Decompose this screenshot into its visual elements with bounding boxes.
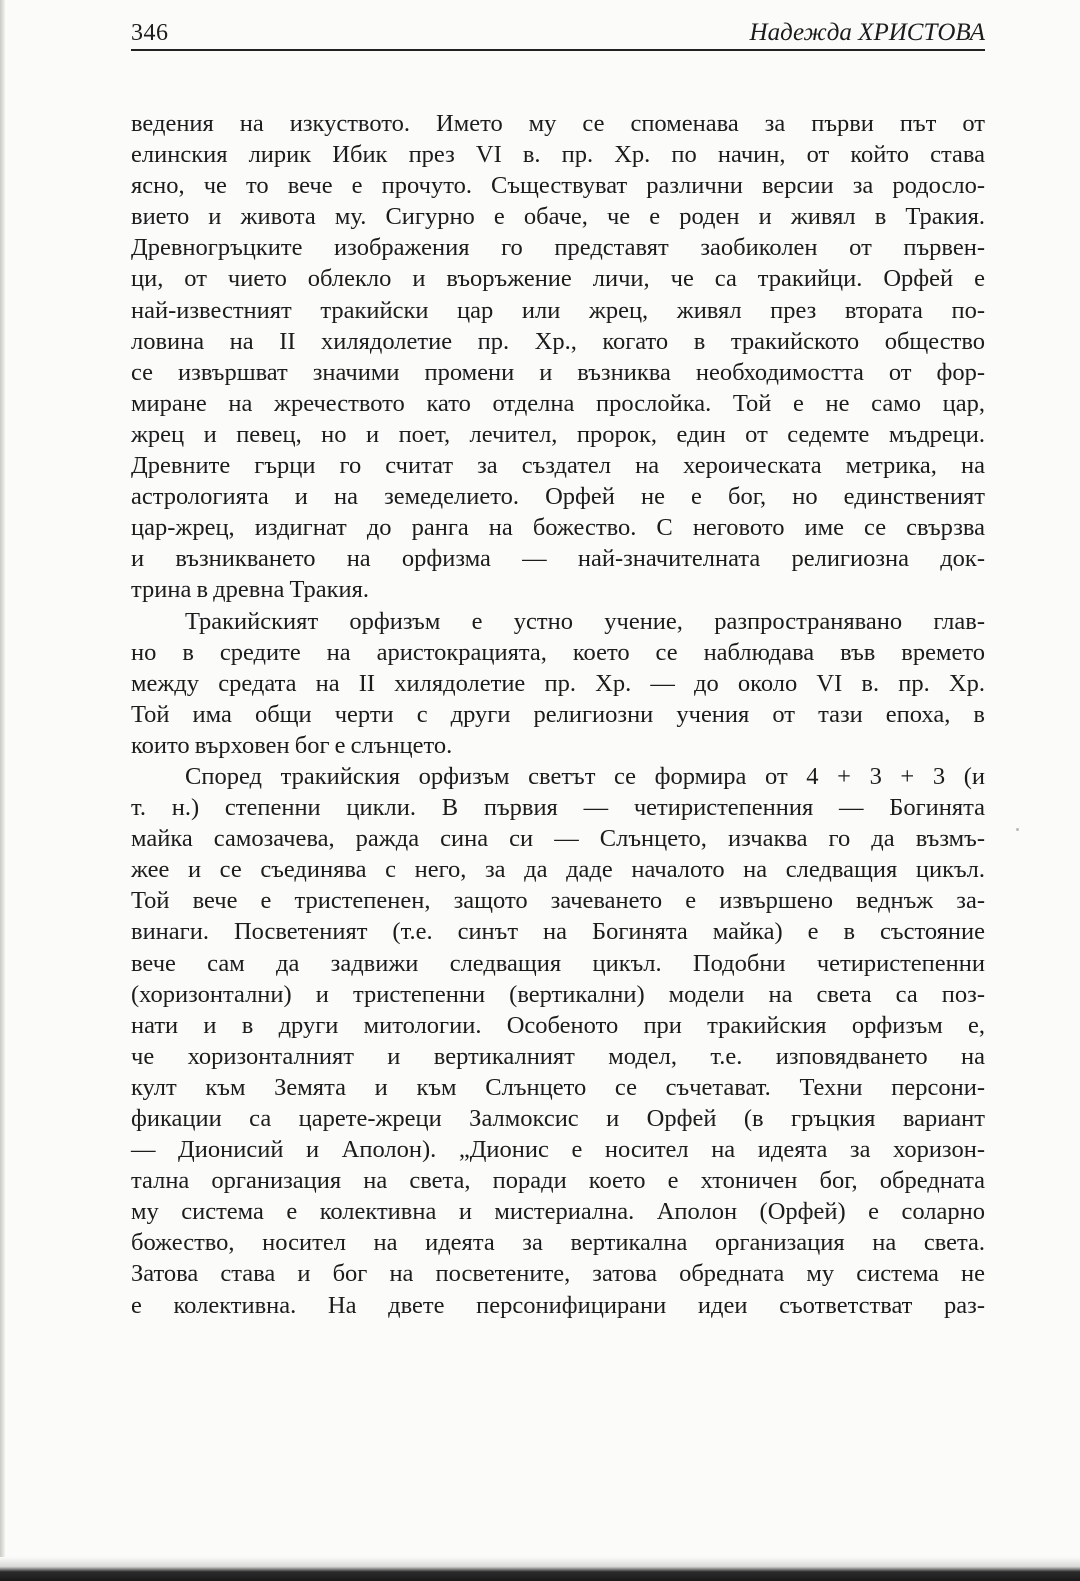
text-line: и възникването на орфизма — най-значителната религиозна док- xyxy=(131,545,985,573)
page-number: 346 xyxy=(131,20,169,46)
text-line: жрец и певец, но и поет, лечител, пророк, един от седемте мъдреци. xyxy=(131,420,985,448)
text-line: елинския лирик Ибик през VI в. пр. Хр. по начин, от който става xyxy=(131,141,985,169)
page-header xyxy=(131,16,985,50)
text-line: — Дионисий и Аполон). „Дионис е носител на идеята за хоризон- xyxy=(131,1136,985,1164)
text-line: божество, носител на идеята за вертикална организация на света. xyxy=(131,1229,985,1257)
text-line: (хоризонтални) и тристепенни (вертикални) модели на света са поз- xyxy=(131,980,985,1008)
text-line: цар-жрец, издигнат до ранга на божество. С неговото име се свързва xyxy=(131,514,985,542)
text-line: е колективна. На двете персонифицирани идеи съответстват раз- xyxy=(131,1291,985,1319)
scan-edge-bottom xyxy=(0,1557,1080,1581)
text-line: че хоризонталният и вертикалният модел, т.е. изповядването на xyxy=(131,1042,985,1070)
text-line: които върховен бог е слънцето. xyxy=(131,731,453,759)
text-line: трина в древна Тракия. xyxy=(131,576,370,604)
scan-speck xyxy=(1016,828,1019,831)
body-text xyxy=(131,108,985,1321)
text-line: но в средите на аристокрацията, което се наблюдава във времето xyxy=(131,638,985,666)
text-line: майка самозачева, ражда сина си — Слънцето, изчаква го да възмъ- xyxy=(131,825,985,853)
header-rule xyxy=(131,49,985,51)
text-line: между средата на II хилядолетие пр. Хр. — до около VI в. пр. Хр. xyxy=(131,669,985,697)
text-line: Древногръцките изображения го представят заобиколен от първен- xyxy=(131,234,985,262)
text-line: вече сам да задвижи следващия цикъл. Подобни четиристепенни xyxy=(131,949,985,977)
text-line: Той вече е тристепенен, защото зачеването е извършено веднъж за- xyxy=(131,887,985,915)
text-line: жее и се съединява с него, за да даде началото на следващия цикъл. xyxy=(131,856,985,884)
text-line: Според тракийския орфизъм светът се формира от 4 + 3 + 3 (и xyxy=(185,762,985,790)
text-line: винаги. Посветеният (т.е. синът на Богинята майка) е в състояние xyxy=(131,918,985,946)
text-line: ловина на II хилядолетие пр. Хр., когато в тракийското общество xyxy=(131,327,985,355)
text-line: му система е колективна и мистериална. Аполон (Орфей) е соларно xyxy=(131,1198,985,1226)
text-line: тална организация на света, поради което е хтоничен бог, обредната xyxy=(131,1167,985,1195)
paragraph xyxy=(131,606,985,761)
text-line: нати и в други митологии. Особеното при тракийския орфизъм е, xyxy=(131,1011,985,1039)
text-line: ци, от чието облекло и въоръжение личи, че са тракийци. Орфей е xyxy=(131,265,985,293)
text-line: астрологията и на земеделието. Орфей не е бог, но единственият xyxy=(131,483,985,511)
text-line: т. н.) степенни цикли. В първия — четиристепенния — Богинята xyxy=(131,794,985,822)
text-line: Тракийският орфизъм е устно учение, разпространявано глав- xyxy=(185,607,985,635)
paragraph xyxy=(131,108,985,606)
text-line: култ към Земята и към Слънцето се съчетават. Техни персони- xyxy=(131,1073,985,1101)
running-head-author: Надежда ХРИСТОВА xyxy=(749,19,985,46)
text-line: Древните гърци го считат за създател на хероическата метрика, на xyxy=(131,452,985,480)
text-line: ведения на изкуството. Името му се споменава за първи път от xyxy=(131,110,985,137)
text-line: Той има общи черти с други религиозни учения от тази епоха, в xyxy=(131,700,985,728)
text-line: ясно, че то вече е прочуто. Съществуват различни версии за родосло- xyxy=(131,172,985,200)
paragraph xyxy=(131,761,985,1321)
text-line: вието и живота му. Сигурно е обаче, че е роден и живял в Тракия. xyxy=(131,203,985,231)
text-line: фикации са царете-жреци Залмоксис и Орфей (в гръцкия вариант xyxy=(131,1105,985,1132)
text-line: Затова става и бог на посветените, затова обредната му система не xyxy=(131,1260,985,1288)
scan-edge-left xyxy=(0,0,5,1581)
text-line: най-известният тракийски цар или жрец, живял през втората по- xyxy=(131,296,985,324)
text-line: се извършват значими промени и възниква необходимостта от фор- xyxy=(131,358,985,386)
text-line: миране на жречеството като отделна прослойка. Той е не само цар, xyxy=(131,389,985,417)
